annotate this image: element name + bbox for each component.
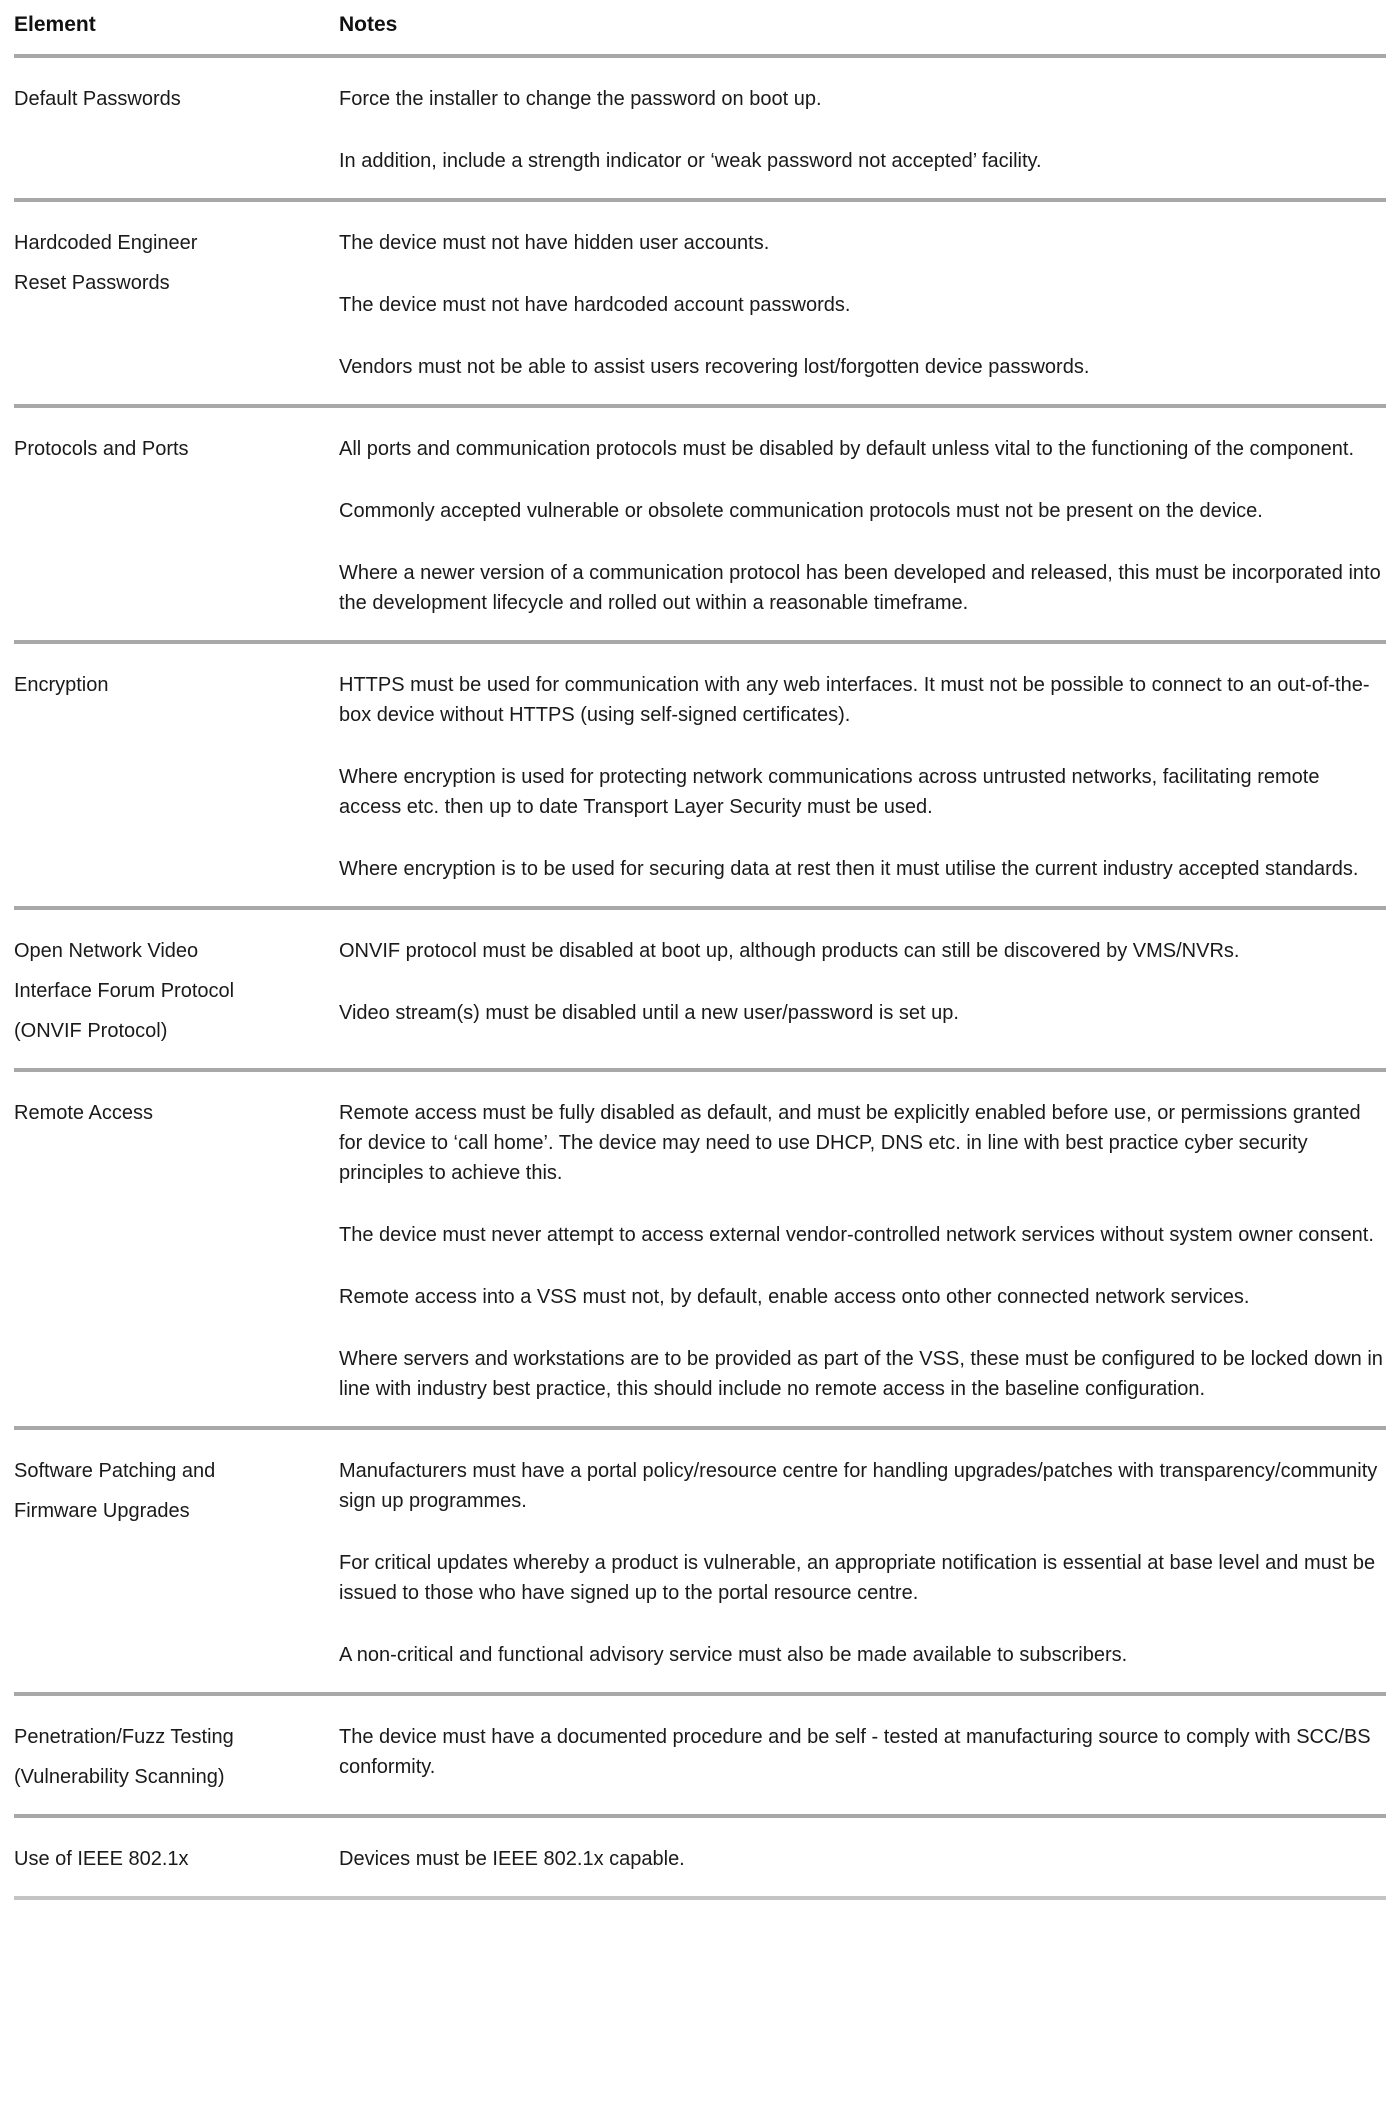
- element-label-line: Reset Passwords: [14, 272, 170, 294]
- note-paragraph: The device must have a documented procedure and be self - tested at manufacturing source to comply with SCC/BS conformity.: [339, 1726, 1371, 1778]
- note-paragraph: Commonly accepted vulnerable or obsolete communication protocols must not be present on the device.: [339, 500, 1263, 522]
- table-body: [14, 54, 1386, 1900]
- note-paragraph: Remote access into a VSS must not, by default, enable access onto other connected network services.: [339, 1286, 1250, 1308]
- element-cell: [14, 1456, 339, 1670]
- element-cell: [14, 936, 339, 1046]
- element-label-line: Encryption: [14, 674, 109, 696]
- table-row: [14, 1430, 1386, 1692]
- note-paragraph: Video stream(s) must be disabled until a new user/password is set up.: [339, 1002, 959, 1024]
- note-paragraph: Where encryption is to be used for securing data at rest then it must utilise the current industry accepted standards.: [339, 858, 1359, 880]
- notes-cell: [339, 670, 1386, 884]
- element-label-line: Open Network Video: [14, 940, 199, 962]
- element-cell: [14, 434, 339, 618]
- note-paragraph: Where encryption is used for protecting network communications across untrusted networks, facilitating remote access etc. then up to date Transport Layer Security must be used.: [339, 766, 1320, 818]
- note-paragraph: All ports and communication protocols must be disabled by default unless vital to the functioning of the component.: [339, 438, 1355, 460]
- note-paragraph: HTTPS must be used for communication with any web interfaces. It must not be possible to connect to an out-of-the-box device without HTTPS (using self-signed certificates).: [339, 674, 1370, 726]
- note-paragraph: Remote access must be fully disabled as default, and must be explicitly enabled before use, or permissions granted for device to ‘call home’. The device may need to use DHCP, DNS etc. in line with best practice cyber security principles to achieve this.: [339, 1102, 1361, 1184]
- element-cell: [14, 1098, 339, 1404]
- notes-cell: [339, 228, 1386, 382]
- column-header-element: Element: [14, 13, 96, 36]
- note-paragraph: Devices must be IEEE 802.1x capable.: [339, 1848, 685, 1870]
- table-row: [14, 1696, 1386, 1814]
- note-paragraph: The device must not have hardcoded account passwords.: [339, 294, 851, 316]
- element-label-line: Penetration/Fuzz Testing: [14, 1726, 234, 1748]
- table-row: [14, 408, 1386, 640]
- table-row: [14, 910, 1386, 1068]
- column-header-notes: Notes: [339, 13, 398, 36]
- note-paragraph: The device must not have hidden user accounts.: [339, 232, 770, 254]
- element-cell: [14, 228, 339, 382]
- table-row: [14, 202, 1386, 404]
- notes-cell: [339, 1098, 1386, 1404]
- row-divider: [14, 1896, 1386, 1900]
- notes-cell: [339, 84, 1386, 176]
- note-paragraph: For critical updates whereby a product is vulnerable, an appropriate notification is essential at base level and must be issued to those who have signed up to the portal resource centre.: [339, 1552, 1376, 1604]
- note-paragraph: Vendors must not be able to assist users recovering lost/forgotten device passwords.: [339, 356, 1090, 378]
- element-label-line: (ONVIF Protocol): [14, 1020, 168, 1042]
- note-paragraph: A non-critical and functional advisory service must also be made available to subscribers.: [339, 1644, 1128, 1666]
- element-label-line: Firmware Upgrades: [14, 1500, 190, 1522]
- table-row: [14, 1072, 1386, 1426]
- table-row: [14, 58, 1386, 198]
- element-label-line: (Vulnerability Scanning): [14, 1766, 225, 1788]
- notes-cell: [339, 434, 1386, 618]
- table-row: [14, 644, 1386, 906]
- element-label-line: Software Patching and: [14, 1460, 216, 1482]
- note-paragraph: The device must never attempt to access external vendor-controlled network services without system owner consent.: [339, 1224, 1374, 1246]
- element-label-line: Default Passwords: [14, 88, 181, 110]
- element-cell: [14, 84, 339, 176]
- element-cell: [14, 1722, 339, 1792]
- table-row: [14, 1818, 1386, 1896]
- note-paragraph: ONVIF protocol must be disabled at boot up, although products can still be discovered by VMS/NVRs.: [339, 940, 1240, 962]
- element-label-line: Remote Access: [14, 1102, 153, 1124]
- note-paragraph: Where a newer version of a communication protocol has been developed and released, this must be incorporated into the development lifecycle and rolled out within a reasonable timeframe.: [339, 562, 1381, 614]
- note-paragraph: In addition, include a strength indicator or ‘weak password not accepted’ facility.: [339, 150, 1042, 172]
- element-label-line: Use of IEEE 802.1x: [14, 1848, 189, 1870]
- element-label-line: Hardcoded Engineer: [14, 232, 198, 254]
- element-cell: [14, 670, 339, 884]
- table-header-row: [14, 2, 1386, 54]
- element-label-line: Protocols and Ports: [14, 438, 189, 460]
- note-paragraph: Manufacturers must have a portal policy/resource centre for handling upgrades/patches with transparency/community sign up programmes.: [339, 1460, 1378, 1512]
- notes-cell: [339, 936, 1386, 1046]
- notes-cell: [339, 1722, 1386, 1792]
- notes-cell: [339, 1844, 1386, 1874]
- note-paragraph: Where servers and workstations are to be provided as part of the VSS, these must be configured to be locked down in line with industry best practice, this should include no remote access in the baseline configuration.: [339, 1348, 1383, 1400]
- element-cell: [14, 1844, 339, 1874]
- notes-cell: [339, 1456, 1386, 1670]
- element-label-line: Interface Forum Protocol: [14, 980, 235, 1002]
- note-paragraph: Force the installer to change the password on boot up.: [339, 88, 822, 110]
